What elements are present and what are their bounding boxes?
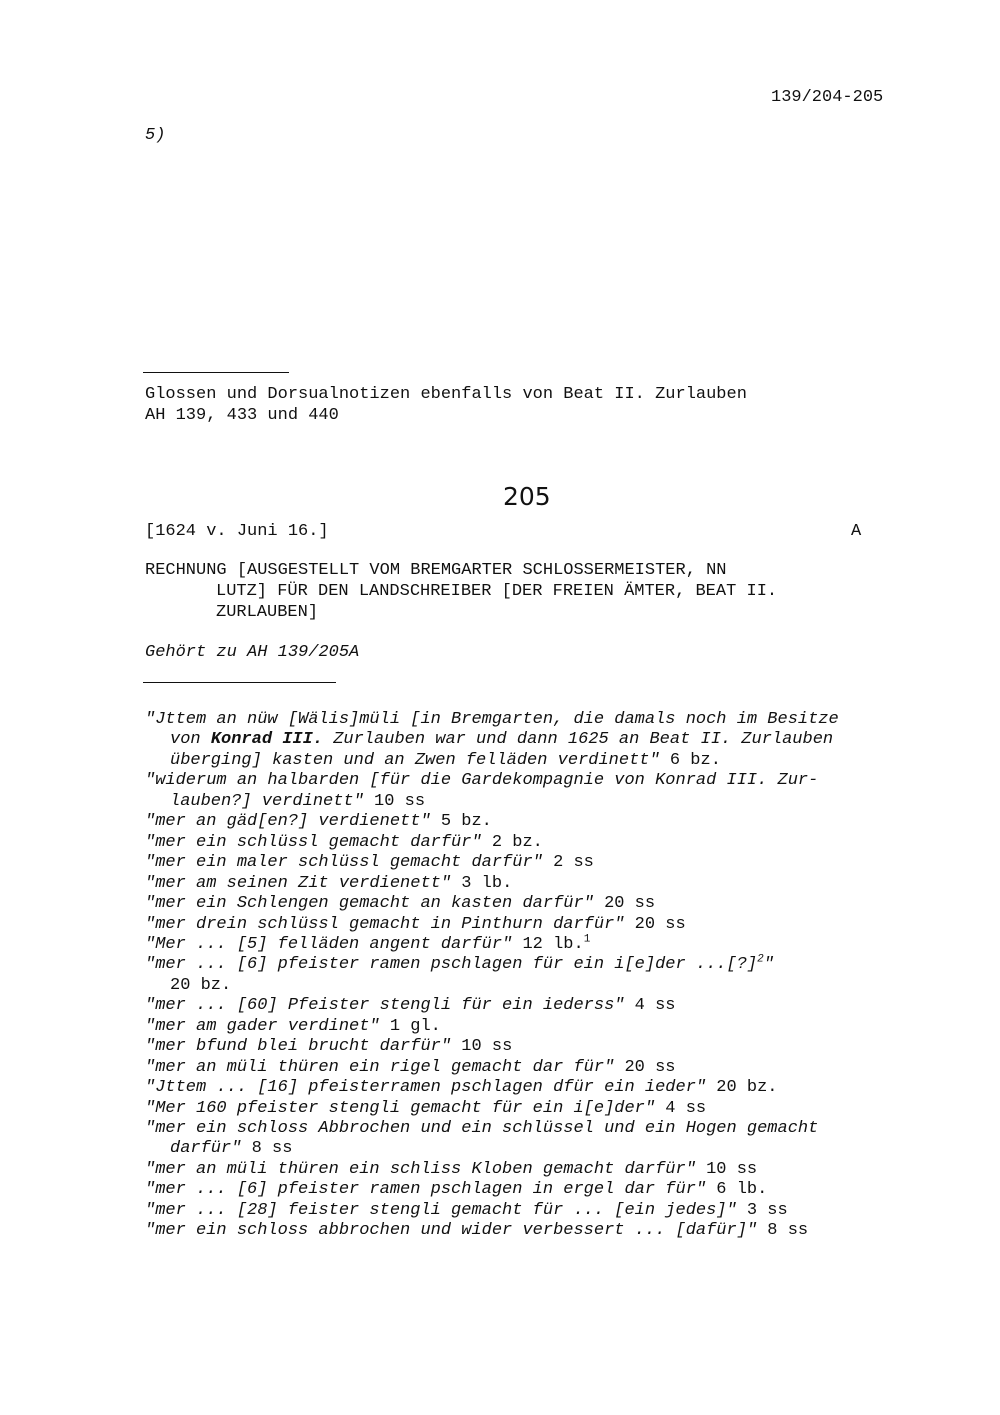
entry-amount: 6 lb. [706,1180,768,1200]
entry-amount: 3 lb. [451,873,513,893]
footnote-marker: 5) [145,126,166,145]
entry-amount: 12 lb. [512,934,584,954]
entry-quote: "mer an müli thüren ein schliss Kloben gemacht darfür" [145,1159,696,1179]
entry-line [145,771,945,792]
entry-line [145,894,945,915]
entry-amount: 8 ss [757,1221,809,1241]
entry-quote: "mer ein schlüssl gemacht darfür" [145,832,482,852]
entry-amount: 20 ss [624,914,686,934]
entry-continuation [145,792,970,813]
entry-quote: "mer am gader verdinet" [145,1016,380,1036]
related-reference: Gehört zu AH 139/205A [145,643,360,662]
entry-quote-rest: Zurlauben war und dann 1625 an Beat II. Zurlauben [323,730,834,750]
entry-line [145,833,945,854]
entry-quote: "mer bfund blei brucht darfür" [145,1037,452,1057]
entry-amount: 4 ss [655,1098,707,1118]
entry-line [145,955,945,976]
entry-quote: "mer ... [6] pfeister ramen pschlagen in ergel dar für" [145,1180,707,1200]
entry-quote: "mer an gäd[en?] verdienett" [145,812,431,832]
document-letter: A [851,522,862,541]
entry-quote: lauben?] verdinett" [170,791,364,811]
entry-quote: "mer ... [28] feister stengli gemacht für ... [ein jedes]" [145,1200,737,1220]
entry-quote: "Jttem an nüw [Wälis]müli [in Bremgarten, die damals noch im Besitze [145,710,839,729]
entry-line [145,996,945,1017]
entry-line [145,935,945,956]
entry-quote-close: " [763,955,774,975]
footnote-line-2: AH 139, 433 und 440 [145,405,339,425]
entry-amount: 20 ss [614,1057,676,1077]
entry-line [145,1058,945,1079]
footnote-divider [143,372,289,373]
entry-line [145,1099,945,1120]
entry-quote: "mer ein schloss Abbrochen und ein schlüssel und ein Hogen gemacht [145,1119,819,1138]
footnote-line-1: Glossen und Dorsualnotizen ebenfalls von Beat II. Zurlauben [145,385,747,404]
document-number: 205 [503,482,551,511]
entry-continuation [145,976,970,997]
entry-quote: "mer ... [6] pfeister ramen pschlagen für ein i[e]der ...[?] [145,955,758,975]
entry-quote: "mer am seinen Zit verdienett" [145,873,452,893]
entry-amount: 3 ss [736,1200,788,1220]
entry-continuation [145,730,970,751]
entry-amount: 2 ss [542,853,594,873]
document-date: [1624 v. Juni 16.] [145,522,329,541]
entry-amount: 10 ss [695,1159,758,1179]
document-title-line-1: RECHNUNG [AUSGESTELLT VOM BREMGARTER SCHLOSSERMEISTER, NN [145,561,727,580]
entry-amount: 20 bz. [170,975,232,995]
entry-quote: "mer ein schloss abbrochen und wider verbessert ... [dafür]" [145,1221,758,1241]
entry-line [145,1160,945,1181]
entry-person-name: Konrad III. [210,730,324,750]
entry-line [145,1037,945,1058]
entry-quote: darfür" [170,1139,242,1159]
entry-amount: 1 gl. [379,1016,441,1036]
section-divider [143,682,336,683]
entry-amount: 4 ss [624,996,676,1016]
entry-quote: "mer ... [60] Pfeister stengli für ein iederss" [145,996,625,1016]
entry-amount: 20 bz. [706,1078,778,1098]
entry-line [145,915,945,936]
entry-amount: 6 bz. [659,750,721,770]
entry-quote: "Mer 160 pfeister stengli gemacht für ein i[e]der" [145,1098,656,1118]
document-title-line-2: LUTZ] FÜR DEN LANDSCHREIBER [DER FREIEN ÄMTER, BEAT II. [216,582,778,601]
entry-amount: 20 ss [593,894,656,914]
entry-quote: "mer ein maler schlüssl gemacht darfür" [145,853,543,873]
entry-quote: "mer drein schlüssl gemacht in Pinthurn darfür" [145,914,625,934]
entry-amount: 5 bz. [430,812,492,832]
entry-amount: 10 ss [363,791,426,811]
entry-quote: überging] kasten und an Zwen felläden verdinett" [170,750,660,770]
entry-quote: "widerum an halbarden [für die Gardekompagnie von Konrad III. Zur- [145,771,819,791]
footnote-ref: 1 [583,933,591,946]
entry-line [145,1180,945,1201]
entry-quote: "Mer ... [5] felläden angent darfür" [145,934,513,954]
entry-quote: "Jttem ... [16] pfeisterramen pschlagen dfür ein ieder" [145,1078,707,1098]
footnote-ref: 2 [757,953,764,966]
entry-line [145,1078,945,1099]
entry-line [145,1119,945,1140]
entry-continuation [145,751,970,772]
entry-line [145,1017,945,1038]
entry-amount: 2 bz. [481,832,543,852]
entry-line [145,874,945,895]
entry-quote: von [170,730,211,750]
document-title-line-3: ZURLAUBEN] [216,603,319,622]
page-reference: 139/204-205 [771,88,884,107]
entry-quote: "mer an müli thüren ein rigel gemacht dar für" [145,1057,615,1077]
entry-amount: 8 ss [241,1139,293,1159]
entry-quote: "mer ein Schlengen gemacht an kasten darfür" [145,894,594,914]
entry-line [145,853,945,874]
entry-line [145,1201,945,1222]
entry-line [145,1221,945,1242]
entry-continuation [145,1139,970,1160]
entry-line [145,812,945,833]
entry-amount: 10 ss [451,1037,513,1057]
entry-line [145,710,945,731]
